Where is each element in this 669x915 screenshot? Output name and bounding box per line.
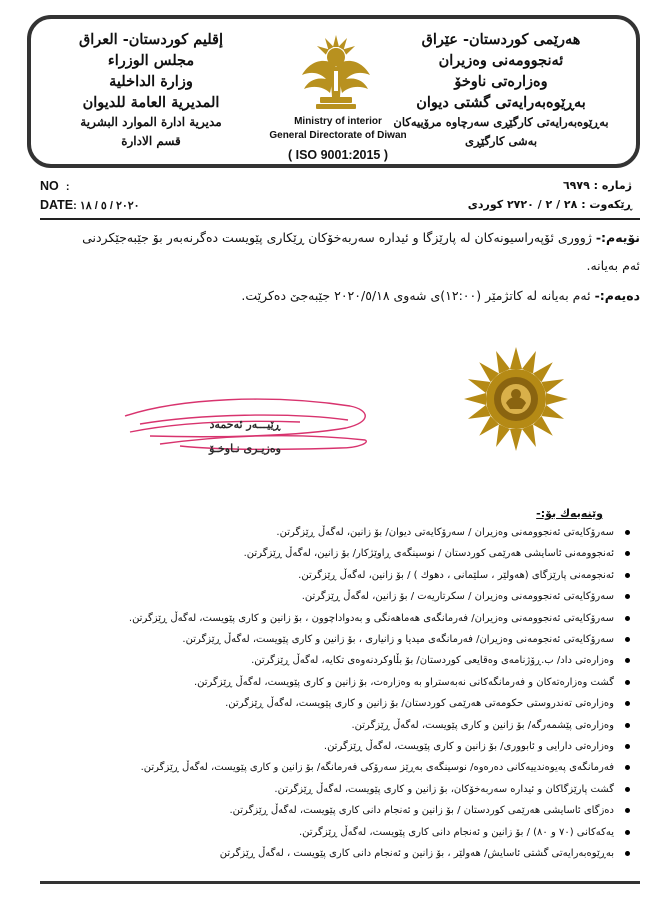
kurdish-header: [376, 29, 626, 151]
bullet-icon: [625, 637, 630, 642]
official-seal-icon: [462, 345, 570, 453]
arabic-header-directorate: المديرية العامة للديوان: [82, 94, 220, 111]
bullet-icon: [625, 765, 630, 770]
list-item: یەکەکانی (٧٠ و ٨٠) / بۆ زانین و ئەنجام دانی کاری پێویست، لەگەڵ ڕێزگرتن.: [40, 822, 630, 843]
bullet-icon: [625, 723, 630, 728]
kurdish-header-directorate: بەڕێوەبەرایەتی گشتی دیوان: [416, 94, 586, 111]
kurdish-header-hr: بەڕێوەبەرایەتی کارگێڕی سەرچاوە مرۆییەکان: [393, 115, 609, 129]
list-item: ئەنجومەنی پارێزگای (هەولێر ، سلێمانی ، دهوك ) / بۆ زانین، لەگەڵ ڕێزگرتن.: [40, 565, 630, 586]
bullet-icon: [625, 530, 630, 535]
no-colon: :: [65, 181, 70, 193]
arabic-header-council: مجلس الوزراء: [107, 52, 195, 69]
arabic-header: [41, 29, 261, 151]
ninth-text: ژووری ئۆپەراسیونەکان لە پارێزگا و ئیدارە سەربەخۆکان ڕێکاری پێویست دەگرنەبەر بۆ جێبەجێکردنی: [82, 230, 592, 245]
bullet-icon: [625, 551, 630, 556]
ninth-label: نۆیەم:-: [595, 230, 640, 245]
list-item: سەرۆکایەتی ئەنجوومەنی وەزیران / سەرۆکایەتی دیوان/ بۆ زانین، لەگەڵ ڕێزگرتن.: [40, 522, 630, 543]
cc-title: وێنەیەك بۆ:-: [536, 507, 603, 520]
list-item: بەڕێوەبەرایەتی گشتی ئاسایش/ هەولێر ، بۆ زانین و ئەنجام دانی کاری پێویست ، لەگەڵ ڕێزگرتن: [40, 843, 630, 864]
list-item: سەرۆکایەتی ئەنجومەنی وەزیران/ فەرمانگەی میدیا و زانیاری ، بۆ زانین و کاری پێویست، لەگەڵ ڕێزگرتن.: [40, 629, 630, 650]
kurdish-date: ڕێکەوت : ٢٨ / ٢ / ٢٧٢٠ کوردی: [467, 198, 632, 211]
list-item: ئەنجوومەنی ئاسایشی هەرێمی کوردستان / نوسینگەی ڕاوێژکار/ بۆ زانین، لەگەڵ ڕێزگرتن.: [40, 543, 630, 564]
arabic-header-dept: قسم الادارة: [121, 134, 181, 148]
date-row: [40, 198, 640, 216]
bullet-icon: [625, 787, 630, 792]
bullet-icon: [625, 808, 630, 813]
signatory-role: وەزیـری نـاوخـۆ: [209, 442, 281, 455]
bullet-icon: [625, 851, 630, 856]
iso-badge: ( ISO 9001:2015 ): [287, 148, 389, 162]
date-label: DATE: [40, 198, 74, 212]
list-item: گشت پارێزگاکان و ئیدارە سەربەخۆکان، بۆ زانین و کاری پێویست، لەگەڵ ڕێزگرتن.: [40, 779, 630, 800]
tenth-label: دەیەم:-: [594, 288, 640, 303]
signatory-name: ڕێیـــەر ئەحمەد: [209, 418, 281, 431]
no-label: NO: [40, 179, 59, 193]
kurdistan-eagle-emblem-icon: [296, 27, 376, 112]
list-item: وەزارەتی پێشمەرگە/ بۆ زانین و کاری پێویست، لەگەڵ ڕێزگرتن.: [40, 715, 630, 736]
directorate-english: General Directorate of Diwan: [269, 130, 407, 141]
date-value: : ٢٠٢٠ / ٥ / ١٨: [73, 200, 140, 212]
ministry-english: Ministry of interior: [294, 116, 382, 127]
number-row: [40, 179, 640, 197]
kurdish-header-region: هەرێمی کوردستان- عێراق: [421, 31, 581, 48]
list-item: سەرۆکایەتی ئەنجوومەنی وەزیران / سکرتاریەت / بۆ زانین، لەگەڵ ڕێزگرتن.: [40, 586, 630, 607]
bullet-icon: [625, 594, 630, 599]
body-paragraph-tenth: [40, 282, 640, 310]
ninth-text-continued: ئەم بەیانە.: [586, 258, 640, 273]
list-item: دەزگای ئاسایشی هەرێمی کوردستان / بۆ زانین و ئەنجام دانی کاری پێویست، لەگەڵ ڕێزگرتن.: [40, 800, 630, 821]
list-item: فەرمانگەی پەیوەندییەکانی دەرەوە/ نوسینگەی بەڕێز سەرۆکی فەرمانگە/ بۆ زانین و کاری پێویست، لەگەڵ ڕێزگرتن.: [40, 757, 630, 778]
bullet-icon: [625, 616, 630, 621]
list-item: وەزارەتی داد/ ب.ڕۆژنامەی وەقایعی کوردستان/ بۆ بڵاوکردنەوەی تکایە، لەگەڵ ڕێزگرتن.: [40, 650, 630, 671]
list-item: سەرۆکایەتی ئەنجوومەنی وەزیران/ فەرمانگەی هەماهەنگی و بەدواداچوون ، بۆ زانین و کاری پێویست، لەگەڵ ڕێزگرتن.: [40, 608, 630, 629]
arabic-header-hr: مديرية ادارة الموارد البشرية: [80, 115, 222, 129]
arabic-header-ministry: وزارة الداخلية: [109, 73, 193, 90]
body-paragraph-ninth: [40, 224, 640, 280]
document-number: ژمارە : ٦٩٧٩: [562, 179, 632, 192]
cc-list: [40, 522, 630, 865]
kurdish-header-dept: بەشی کارگێڕی: [464, 134, 538, 148]
footer-divider: [40, 881, 640, 884]
kurdish-header-council: ئەنجوومەنی وەزیران: [438, 52, 564, 69]
bullet-icon: [625, 701, 630, 706]
bullet-icon: [625, 744, 630, 749]
tenth-text: ئەم بەیانە لە کاتژمێر (١٢:٠٠)ی شەوی ٢٠٢٠/٥/١٨ جێبەجێ دەکرێت.: [241, 288, 591, 303]
bullet-icon: [625, 658, 630, 663]
bullet-icon: [625, 680, 630, 685]
arabic-header-region: إقليم كوردستان- العراق: [78, 31, 224, 48]
list-item: وەزارەتی تەندروستی حکومەتی هەرێمی کوردستان/ بۆ زانین و کاری پێویست، لەگەڵ ڕێزگرتن.: [40, 693, 630, 714]
kurdish-header-ministry: وەزارەتی ناوخۆ: [454, 73, 548, 90]
letterhead-frame: [27, 15, 640, 168]
list-item: وەزارەتی دارایی و ئابووری/ بۆ زانین و کاری پێویست، لەگەڵ ڕێزگرتن.: [40, 736, 630, 757]
bullet-icon: [625, 830, 630, 835]
header-divider: [40, 218, 640, 220]
bullet-icon: [625, 573, 630, 578]
list-item: گشت وەزارەتەکان و فەرمانگەکانی نەبەستراو بە وەزارەت، بۆ زانین و کاری پێویست، لەگەڵ ڕێزگرتن.: [40, 672, 630, 693]
